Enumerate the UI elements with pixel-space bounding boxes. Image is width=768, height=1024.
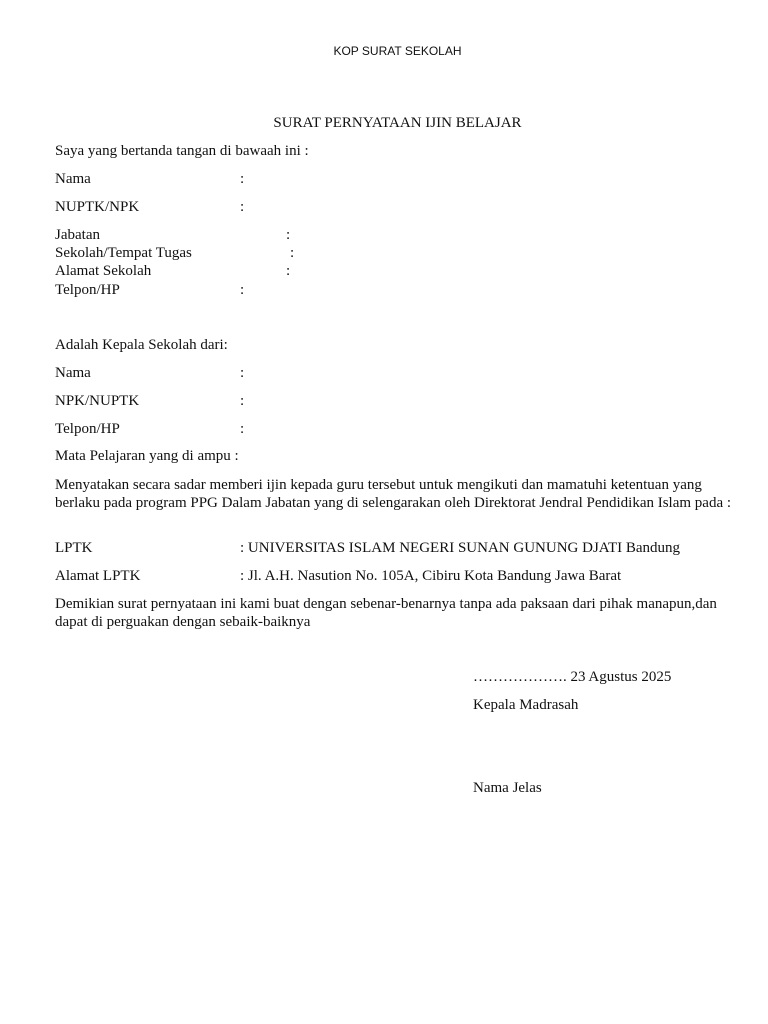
signature-name: Nama Jelas bbox=[473, 780, 542, 796]
teacher-nuptk-colon: : bbox=[240, 199, 245, 215]
teacher-address-colon: : bbox=[286, 263, 291, 279]
principal-phone-colon: : bbox=[240, 421, 245, 437]
signature-role: Kepala Madrasah bbox=[473, 697, 579, 713]
intro-text: Saya yang bertanda tangan di bawaah ini : bbox=[55, 143, 309, 159]
principal-phone-label: Telpon/HP bbox=[55, 421, 120, 437]
teacher-school-label: Sekolah/Tempat Tugas bbox=[55, 245, 192, 261]
teacher-phone-label: Telpon/HP bbox=[55, 282, 120, 298]
teacher-name-label: Nama bbox=[55, 171, 91, 187]
lptk-address-value: : Jl. A.H. Nasution No. 105A, Cibiru Kota Bandung Jawa Barat bbox=[240, 568, 622, 584]
principal-npk-colon: : bbox=[240, 393, 245, 409]
letterhead-placeholder: KOP SURAT SEKOLAH bbox=[333, 44, 462, 58]
lptk-value: : UNIVERSITAS ISLAM NEGERI SUNAN GUNUNG DJATI Bandung bbox=[240, 540, 681, 556]
teacher-school-colon: : bbox=[290, 245, 295, 261]
signature-date: ………………. 23 Agustus 2025 bbox=[473, 669, 672, 685]
principal-npk-label: NPK/NUPTK bbox=[55, 393, 140, 409]
statement-paragraph: Menyatakan secara sadar memberi ijin kepada guru tersebut untuk mengikuti dan mamatuhi ketentuan yang berlaku pada program PPG Dalam Jabatan yang di selengarakan oleh Direktorat Jendral Pendidikan Islam pada : bbox=[55, 477, 732, 511]
teacher-nuptk-label: NUPTK/NPK bbox=[55, 199, 140, 215]
teacher-address-label: Alamat Sekolah bbox=[55, 263, 152, 279]
lptk-address-label: Alamat LPTK bbox=[55, 568, 141, 584]
principal-name-colon: : bbox=[240, 365, 245, 381]
teacher-phone-colon: : bbox=[240, 282, 245, 298]
subject-label: Mata Pelajaran yang di ampu : bbox=[55, 448, 239, 464]
closing-paragraph: Demikian surat pernyataan ini kami buat dengan sebenar-benarnya tanpa ada paksaan dari pihak manapun,dan dapat di perguakan dengan sebaik-baiknya bbox=[55, 596, 717, 630]
document-title: SURAT PERNYATAAN IJIN BELAJAR bbox=[273, 115, 522, 131]
teacher-jabatan-colon: : bbox=[286, 227, 291, 243]
teacher-jabatan-label: Jabatan bbox=[55, 227, 100, 243]
teacher-name-colon: : bbox=[240, 171, 245, 187]
principal-intro: Adalah Kepala Sekolah dari: bbox=[55, 337, 228, 353]
lptk-label: LPTK bbox=[55, 540, 93, 556]
principal-name-label: Nama bbox=[55, 365, 91, 381]
